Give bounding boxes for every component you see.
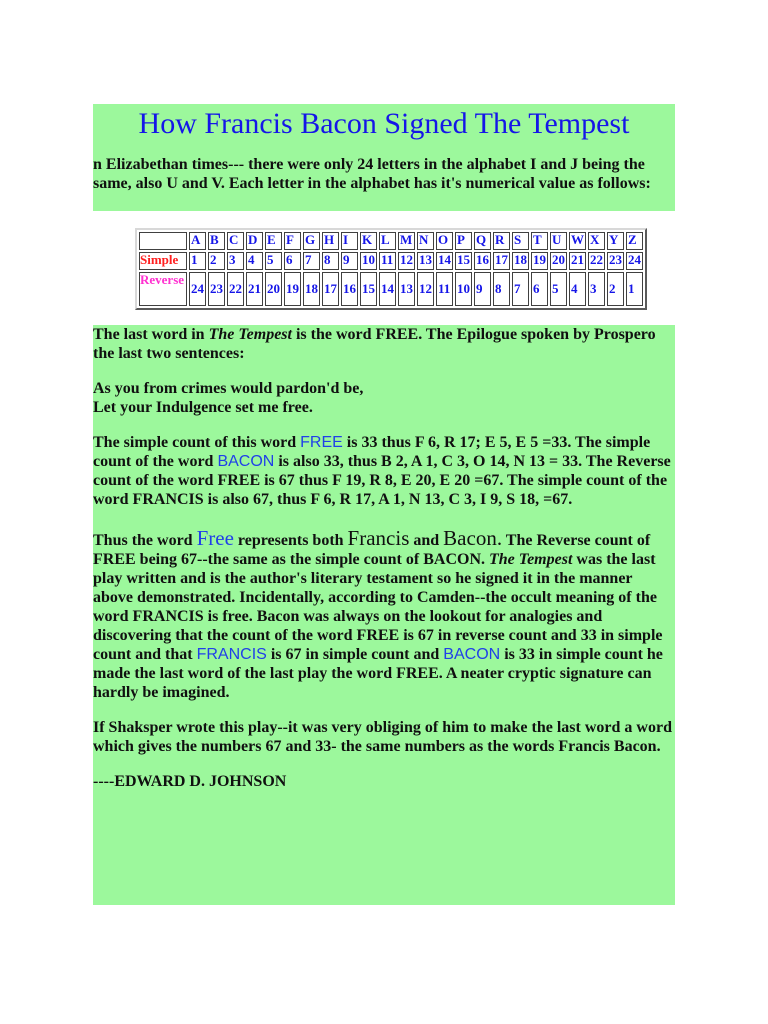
- reverse-value-cell: 5: [550, 272, 567, 306]
- letter-cell: E: [265, 232, 282, 250]
- word-francis-large: Francis: [347, 526, 410, 550]
- p4-text-and: and: [409, 532, 444, 549]
- tempest-title: The Tempest: [208, 326, 292, 343]
- reverse-value-cell: 12: [417, 272, 434, 306]
- reverse-value-cell: 9: [474, 272, 491, 306]
- reverse-value-cell: 7: [512, 272, 529, 306]
- letter-cell: M: [398, 232, 415, 250]
- reverse-value-cell: 8: [493, 272, 510, 306]
- reverse-value-cell: 23: [208, 272, 225, 306]
- reverse-value-cell: 24: [189, 272, 206, 306]
- simple-value-cell: 11: [379, 252, 396, 270]
- reverse-value-cell: 18: [303, 272, 320, 306]
- p4-text-a: Thus the word: [93, 532, 197, 549]
- body-text: [93, 325, 675, 807]
- letter-cell: F: [284, 232, 301, 250]
- simple-value-cell: 14: [436, 252, 453, 270]
- reverse-value-cell: 4: [569, 272, 586, 306]
- simple-value-cell: 7: [303, 252, 320, 270]
- letter-cell: N: [417, 232, 434, 250]
- verse-line-2: Let your Indulgence set me free.: [93, 399, 313, 416]
- letter-cell: S: [512, 232, 529, 250]
- simple-value-cell: 9: [341, 252, 358, 270]
- simple-value-cell: 23: [607, 252, 624, 270]
- simple-value-cell: 21: [569, 252, 586, 270]
- p1-text-a: The last word in: [93, 326, 209, 343]
- simple-value-cell: 13: [417, 252, 434, 270]
- reverse-value-cell: 13: [398, 272, 415, 306]
- simple-value-cell: 1: [189, 252, 206, 270]
- word-free: FREE: [300, 434, 343, 451]
- simple-value-cell: 12: [398, 252, 415, 270]
- simple-value-cell: 17: [493, 252, 510, 270]
- letter-cell: C: [227, 232, 244, 250]
- simple-value-cell: 15: [455, 252, 472, 270]
- letter-cell: D: [246, 232, 263, 250]
- word-bacon: BACON: [217, 453, 275, 470]
- simple-label: Simple: [139, 252, 187, 270]
- reverse-value-cell: 15: [360, 272, 377, 306]
- letter-cell: R: [493, 232, 510, 250]
- letter-cell: L: [379, 232, 396, 250]
- letter-cell: K: [360, 232, 377, 250]
- simple-value-cell: 16: [474, 252, 491, 270]
- paragraph-last-word: [93, 325, 675, 363]
- p4-text-e: is 67 in simple count and: [266, 646, 444, 663]
- alphabet-table: [137, 230, 645, 308]
- letter-cell: A: [189, 232, 206, 250]
- simple-value-cell: 6: [284, 252, 301, 270]
- letter-cell: Y: [607, 232, 624, 250]
- p3-text-b: is 33 thus F 6, R 17; E 5, E 5 =33. The simple count of the word: [93, 434, 651, 470]
- reverse-value-cell: 20: [265, 272, 282, 306]
- letter-cell: O: [436, 232, 453, 250]
- body-block: [93, 325, 675, 905]
- reverse-value-cell: 17: [322, 272, 339, 306]
- header-block: [93, 104, 675, 211]
- simple-value-cell: 2: [208, 252, 225, 270]
- letter-cell: P: [455, 232, 472, 250]
- letter-cell: Q: [474, 232, 491, 250]
- simple-row: [139, 252, 643, 270]
- simple-value-cell: 8: [322, 252, 339, 270]
- reverse-value-cell: 3: [588, 272, 605, 306]
- letter-cell: U: [550, 232, 567, 250]
- letter-cell: B: [208, 232, 225, 250]
- word-free-large: Free: [196, 526, 234, 550]
- letter-cell: X: [588, 232, 605, 250]
- simple-value-cell: 3: [227, 252, 244, 270]
- corner-cell: [139, 232, 187, 250]
- letter-cell: Z: [626, 232, 643, 250]
- alphabet-table-frame: [135, 228, 647, 310]
- reverse-value-cell: 19: [284, 272, 301, 306]
- paragraph-shaksper: If Shaksper wrote this play--it was very obliging of him to make the last word a word which gives the numbers 67 and 33- the same numbers as the words Francis Bacon.: [93, 719, 672, 755]
- letter-cell: H: [322, 232, 339, 250]
- simple-value-cell: 22: [588, 252, 605, 270]
- verse-line-1: As you from crimes would pardon'd be,: [93, 380, 364, 397]
- reverse-value-cell: 2: [607, 272, 624, 306]
- intro-paragraph: n Elizabethan times--- there were only 24 letters in the alphabet I and J being the same, also U and V. Each letter in the alphabet has it's numerical value as follows:: [93, 156, 651, 192]
- reverse-row: [139, 272, 643, 306]
- word-bacon-large: Bacon.: [443, 526, 503, 550]
- letter-cell: W: [569, 232, 586, 250]
- p4-text-d: was the last play written and is the author's literary testament so he signed it in the manner above demonstrated. Incidentally, according to Camden--the occult meaning of the word FRANCIS is free. Bacon was always on the lookout for analogies and discovering that the count of the word FREE is 67 in reverse count and 33 in simple count and that: [93, 551, 663, 663]
- reverse-value-cell: 14: [379, 272, 396, 306]
- paragraph-represents: [93, 526, 675, 702]
- letter-cell: T: [531, 232, 548, 250]
- p1-text-c: is the word FREE. The Epilogue spoken by Prospero the last two sentences:: [93, 326, 656, 362]
- reverse-value-cell: 16: [341, 272, 358, 306]
- word-francis: FRANCIS: [196, 646, 267, 663]
- reverse-value-cell: 6: [531, 272, 548, 306]
- simple-value-cell: 24: [626, 252, 643, 270]
- reverse-value-cell: 10: [455, 272, 472, 306]
- p4-text-f: is 33 in simple count he made the last word of the last play the word FREE. A neater cryptic signature can hardly be imagined.: [93, 646, 663, 701]
- letters-row: [139, 232, 643, 250]
- simple-value-cell: 5: [265, 252, 282, 270]
- tempest-title-2: The Tempest: [489, 551, 573, 568]
- reverse-value-cell: 11: [436, 272, 453, 306]
- reverse-value-cell: 1: [626, 272, 643, 306]
- reverse-value-cell: 21: [246, 272, 263, 306]
- verse-quote: [93, 379, 675, 417]
- paragraph-simple-count: [93, 433, 675, 509]
- p4-text-c: The Reverse count of FREE being 67--the same as the simple count of BACON.: [93, 532, 651, 568]
- simple-value-cell: 19: [531, 252, 548, 270]
- simple-value-cell: 18: [512, 252, 529, 270]
- reverse-value-cell: 22: [227, 272, 244, 306]
- simple-value-cell: 10: [360, 252, 377, 270]
- simple-value-cell: 20: [550, 252, 567, 270]
- word-bacon-2: BACON: [443, 646, 501, 663]
- simple-value-cell: 4: [246, 252, 263, 270]
- letter-cell: G: [303, 232, 320, 250]
- p3-text-a: The simple count of this word: [93, 434, 301, 451]
- letter-cell: I: [341, 232, 358, 250]
- page-title: How Francis Bacon Signed The Tempest: [138, 107, 630, 140]
- reverse-label: Reverse: [139, 272, 187, 306]
- p3-text-c: is also 33, thus B 2, A 1, C 3, O 14, N 13 = 33. The Reverse count of the word FREE is 67 thus F 19, R 8, E 20, E 20 =67. The simple count of the word FRANCIS is also 67, thus F 6, R 17, A 1, N 13, C 3, I 9, S 18, =67.: [93, 453, 671, 508]
- signature: ----EDWARD D. JOHNSON: [93, 773, 287, 790]
- p4-text-b: represents both: [233, 532, 348, 549]
